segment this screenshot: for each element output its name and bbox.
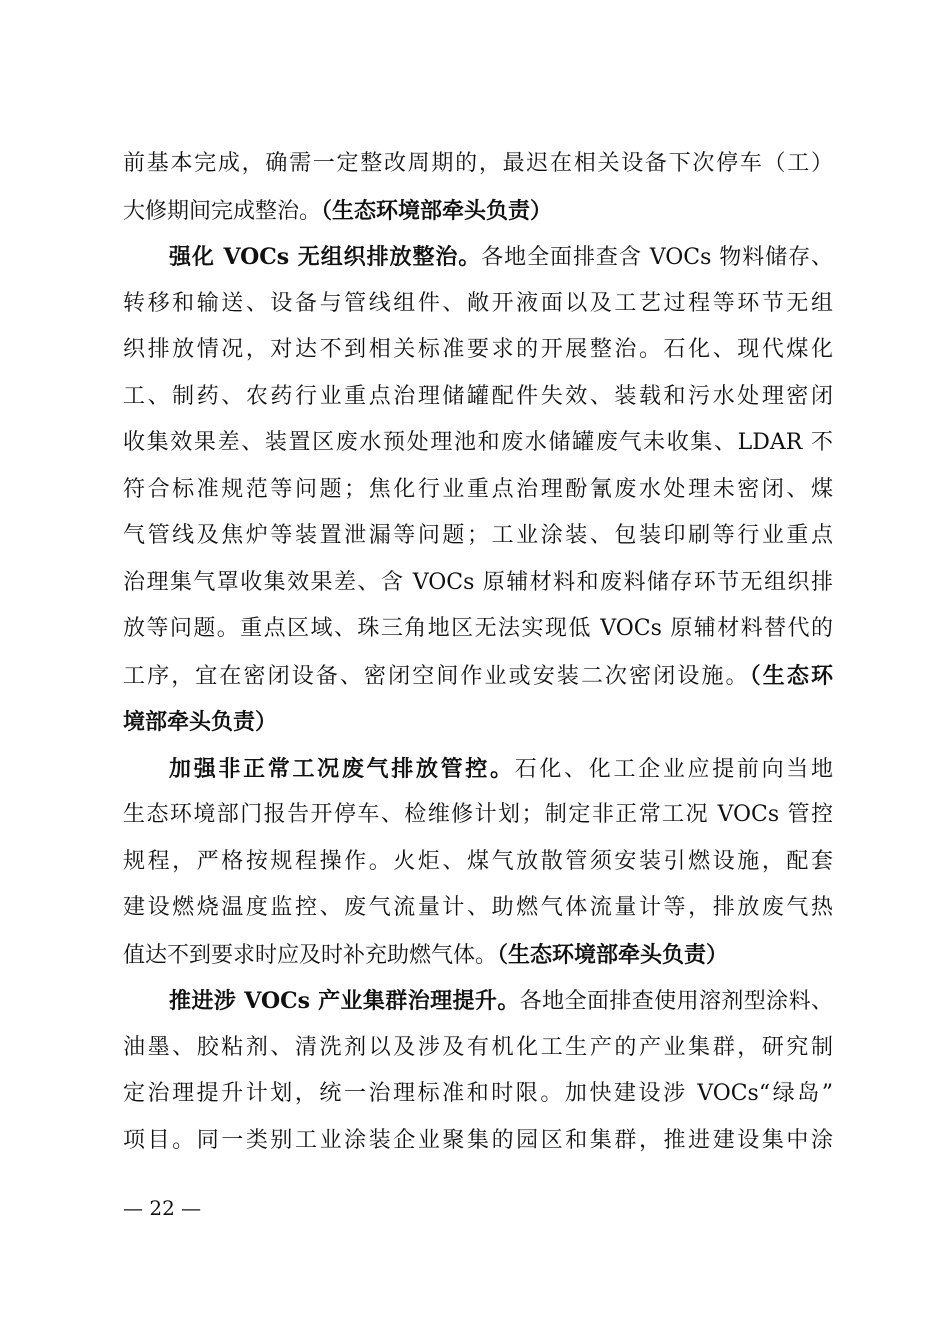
responsibility-note: 境部牵头负责） (123, 709, 278, 735)
text-line (123, 1118, 833, 1165)
text-run: 各地全面排查含 VOCs 物料储存、 (481, 245, 833, 270)
text-run: 前基本完成，确需一定整改周期的，最迟在相关设备下次停车（工） (123, 151, 833, 176)
text-line (123, 653, 833, 700)
text-line (123, 932, 833, 979)
text-line (123, 420, 833, 467)
text-run: 建设燃烧温度监控、废气流量计、助燃气体流量计等，排放废气热 (123, 895, 833, 920)
responsibility-note: （生态环境部牵头负责） (321, 197, 553, 224)
text-line (123, 1025, 833, 1072)
text-line (123, 885, 833, 932)
text-line (123, 839, 833, 886)
text-run: 规程，严格按规程操作。火炬、煤气放散管须安装引燃设施，配套 (123, 848, 833, 874)
text-run: 工、制药、农药行业重点治理储罐配件失效、装载和污水处理密闭 (123, 383, 833, 409)
text-line (123, 1071, 833, 1118)
text-run: 转移和输送、设备与管线组件、敞开液面以及工艺过程等环节无组 (123, 290, 833, 316)
text-run: 工序，宜在密闭设备、密闭空间作业或安装二次密闭设施。 (123, 663, 750, 689)
text-line (123, 281, 833, 328)
responsibility-note: （生态环 (749, 662, 833, 689)
text-run: 符合标准规范等问题；焦化行业重点治理酚氰废水处理未密闭、煤 (123, 476, 833, 502)
text-line (123, 606, 833, 653)
paragraph-heading: 强化 VOCs 无组织排放整治。 (169, 244, 482, 270)
text-line (123, 699, 833, 746)
paragraph-heading: 加强非正常工况废气排放管控。 (169, 755, 515, 782)
text-line (123, 513, 833, 560)
text-run: 定治理提升计划，统一治理标准和时限。加快建设涉 VOCs“绿岛” (123, 1081, 833, 1106)
paragraph-start-line (123, 234, 833, 281)
text-line (123, 792, 833, 839)
text-run: 石化、化工企业应提前向当地 (514, 756, 833, 782)
text-run: 气管线及焦炉等装置泄漏等问题；工业涂装、包装印刷等行业重点 (123, 523, 833, 548)
text-run: 治理集气罩收集效果差、含 VOCs 原辅材料和废料储存环节无组织排 (123, 569, 833, 595)
responsibility-note: （生态环境部牵头负责） (497, 941, 729, 968)
text-run: 值达不到要求时应及时补充助燃气体。 (123, 942, 498, 968)
text-run: 生态环境部门报告开停车、检维修计划；制定非正常工况 VOCs 管控 (123, 802, 833, 827)
text-line (123, 467, 833, 514)
text-run: 收集效果差、装置区废水预处理池和废水储罐废气未收集、LDAR 不 (123, 430, 833, 455)
paragraph-start-line (123, 978, 833, 1025)
text-run: 放等问题。重点区域、珠三角地区无法实现低 VOCs 原辅材料替代的 (123, 616, 833, 641)
text-line (123, 327, 833, 374)
text-line (123, 188, 833, 235)
text-run: 大修期间完成整治。 (123, 198, 322, 224)
body-text (123, 141, 833, 1164)
text-run: 织排放情况，对达不到相关标准要求的开展整治。石化、现代煤化 (123, 337, 833, 362)
text-run: 油墨、胶粘剂、清洗剂以及涉及有机化工生产的产业集群，研究制 (123, 1034, 833, 1060)
paragraph-heading: 推进涉 VOCs 产业集群治理提升。 (169, 988, 520, 1014)
text-run: 各地全面排查使用溶剂型涂料、 (519, 989, 833, 1014)
page-number: — 22 — (123, 1196, 202, 1220)
paragraph-start-line (123, 746, 833, 793)
text-run: 项目。同一类别工业涂装企业聚集的园区和集群，推进建设集中涂 (123, 1127, 833, 1153)
text-line (123, 374, 833, 421)
text-line (123, 141, 833, 188)
text-line (123, 560, 833, 607)
